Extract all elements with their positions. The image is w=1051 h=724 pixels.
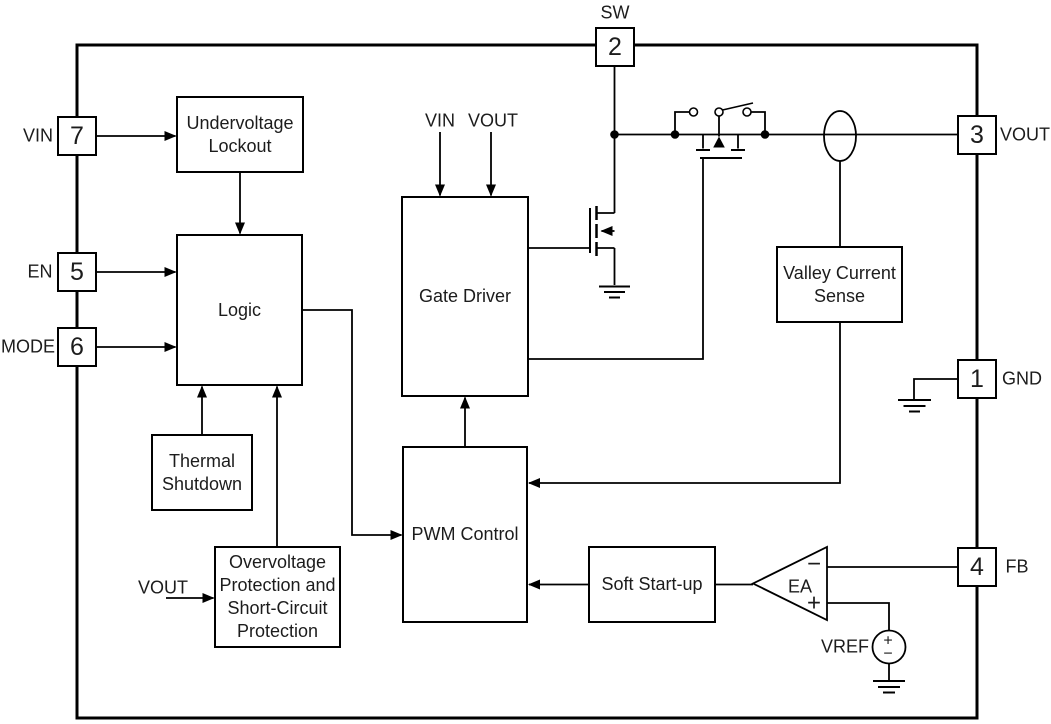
switch-contact-left xyxy=(690,108,698,116)
gnd-pin-ground-symbol xyxy=(898,400,931,412)
pin-label-vout: VOUT xyxy=(999,124,1051,145)
label-line: Protection and xyxy=(219,575,336,595)
label-line: Shutdown xyxy=(161,473,243,494)
label-line: Short-Circuit xyxy=(227,598,328,618)
pin-number-sw: 2 xyxy=(608,32,622,61)
gate-driver-label xyxy=(402,197,528,396)
label-line: Sense xyxy=(813,285,866,306)
pin-label-fb: FB xyxy=(1005,556,1029,577)
label-line: PWM Control xyxy=(411,524,519,544)
ea-minus-sign: − xyxy=(806,550,822,578)
wire-valley-sense-to-pwm xyxy=(529,322,840,483)
pin-label-mode: MODE xyxy=(1,336,55,357)
gate-driver-vin-label: VIN xyxy=(424,110,456,131)
gate-driver-vout-label: VOUT xyxy=(467,110,519,131)
valley-current-sense-label xyxy=(777,247,902,322)
label-line: Overvoltage xyxy=(228,552,327,572)
label-line: Gate Driver xyxy=(418,286,512,306)
ovp-vout-label: VOUT xyxy=(137,577,189,598)
label-line: Soft Start-up xyxy=(601,574,703,594)
body-select-switch xyxy=(675,103,765,158)
pin-label-gnd: GND xyxy=(1002,368,1042,389)
undervoltage-lockout-label xyxy=(177,97,303,172)
mosfet-source xyxy=(597,248,615,285)
junction-dot xyxy=(671,130,680,139)
pin-number-fb: 4 xyxy=(970,552,984,581)
pwm-control-label xyxy=(403,447,527,622)
pin-number-en: 5 xyxy=(70,257,84,286)
vref-minus-sign: − xyxy=(883,645,893,663)
thermal-shutdown-label xyxy=(152,435,252,510)
vref-label: VREF xyxy=(820,636,870,657)
wire-gnd-pin xyxy=(914,379,958,399)
vref-plus-sign: + xyxy=(883,632,893,650)
pin-number-vin: 7 xyxy=(70,121,84,150)
label-line: Undervoltage xyxy=(186,112,294,133)
soft-startup-label xyxy=(589,547,715,622)
vref-ground-symbol xyxy=(873,681,905,693)
pin-number-gnd: 1 xyxy=(970,364,984,393)
pin-label-sw: SW xyxy=(600,2,630,23)
switch-body-arrow xyxy=(713,137,725,148)
logic-label xyxy=(177,235,302,385)
current-sense-loop xyxy=(824,111,856,161)
switch-contact-right xyxy=(743,108,751,116)
error-amp-label: EA xyxy=(787,576,813,597)
overvoltage-protection-label xyxy=(215,547,340,647)
mosfet-ground-symbol xyxy=(599,287,630,298)
junction-dot xyxy=(610,130,619,139)
pin-number-mode: 6 xyxy=(70,332,84,361)
switch-contact-mid xyxy=(715,108,723,116)
label-line: Protection xyxy=(236,621,319,641)
wire-logic-to-pwm xyxy=(302,310,402,535)
pin-label-en: EN xyxy=(27,261,53,282)
wire-gate-driver-to-switch-gate xyxy=(528,158,703,359)
label-line: Thermal xyxy=(168,450,235,471)
low-side-mosfet xyxy=(590,206,630,298)
wire-vref-to-ea xyxy=(827,603,889,630)
junction-dot xyxy=(761,130,770,139)
label-line: Logic xyxy=(217,299,262,320)
pin-number-vout: 3 xyxy=(970,120,984,149)
pin-label-vin: VIN xyxy=(22,125,54,146)
label-line: Lockout xyxy=(208,135,272,156)
ea-plus-sign: + xyxy=(806,589,822,617)
label-line: Valley Current xyxy=(783,262,896,283)
